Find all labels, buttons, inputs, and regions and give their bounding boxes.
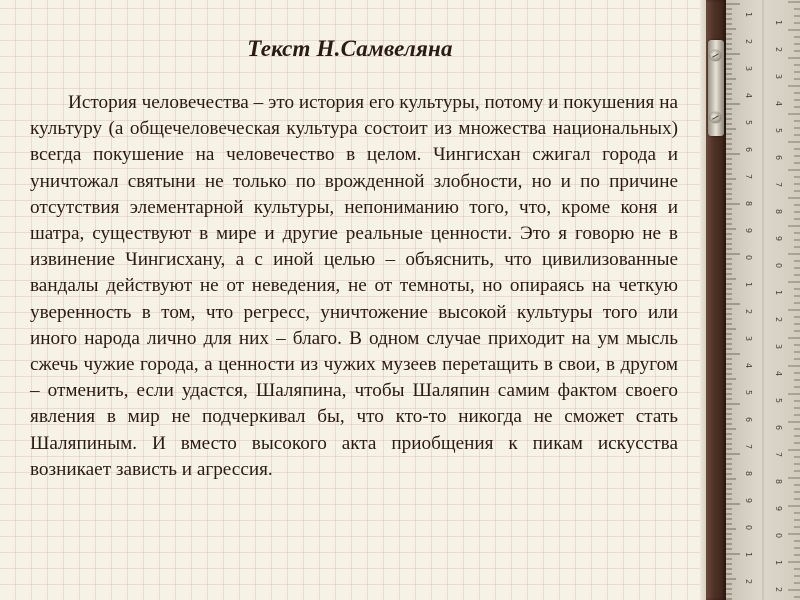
slide-title: Текст Н.Самвеляна [247, 36, 453, 61]
ruler-digit: 8 [774, 209, 783, 215]
ruler-digit: 4 [744, 93, 753, 99]
ruler-digit: 0 [774, 533, 783, 539]
ruler-digit: 9 [744, 498, 753, 504]
ruler-digit: 7 [744, 444, 753, 450]
ruler-digit: 9 [744, 228, 753, 234]
ruler-scale [726, 0, 800, 600]
screw-icon [710, 50, 721, 61]
ruler-digit: 2 [744, 579, 753, 585]
ruler-digit: 8 [744, 471, 753, 477]
ruler-digit: 1 [774, 20, 783, 26]
ruler-digit: 8 [744, 201, 753, 207]
ruler-digit: 6 [774, 155, 783, 161]
ruler-digit: 1 [744, 552, 753, 558]
ruler-digit: 0 [774, 263, 783, 269]
ruler-digit: 1 [774, 560, 783, 566]
ruler-digit: 0 [744, 525, 753, 531]
ruler-digit: 2 [774, 317, 783, 323]
ruler-digit: 5 [774, 398, 783, 404]
ruler-digit: 3 [744, 336, 753, 342]
ruler-digit: 8 [774, 479, 783, 485]
ruler-digit: 5 [774, 128, 783, 134]
ruler-digit: 6 [744, 417, 753, 423]
ruler-digit: 5 [744, 390, 753, 396]
ruler-digit: 1 [774, 290, 783, 296]
ruler-digit: 7 [774, 452, 783, 458]
ruler-digit: 6 [744, 147, 753, 153]
ruler-digit: 9 [774, 506, 783, 512]
ruler-digit: 2 [744, 309, 753, 315]
slide-body-text: История человечества – это история его культуры, потому и покушения на культуру (а общечеловеческая культура состоит из множества национальных) всегда покушение на человечество в целом. Чингисхан сжигал города и уничтожал святыни не только по врожденной злобности, но и по причине отсутствия элементарной культуры, непониманию того, что, кроме коня и шатра, существуют в мире и другие реальные ценности. Это я говорю не в извинение Чингисхану, а с иной целью – объяснить, что цивилизованные вандалы действуют не от неведения, не от темноты, но опираясь на четкую уверенность в том, что регресс, уничтожение высокой культуры того или иного народа лично для них – благо. В одном случае приходит на ум мысль сжечь чужие города, а ценности из чужих музеев перетащить в свои, в другом – отменить, если удастся, Шаляпина, чтобы Шаляпин самим фактом своего явления в мир не подчеркивал бы, что кто-то никогда не сможет стать Шаляпиным. И вместо высокого акта приобщения к пикам искусства возникает зависть и агрессия. [30, 92, 678, 480]
ruler-digit: 3 [744, 66, 753, 72]
ruler-digit: 1 [744, 282, 753, 288]
ruler-digit: 4 [774, 371, 783, 377]
ruler-digit: 4 [744, 363, 753, 369]
ruler-digit: 5 [744, 120, 753, 126]
ruler-digit: 6 [774, 425, 783, 431]
ruler-digit: 1 [744, 12, 753, 18]
ruler-digit: 2 [774, 587, 783, 593]
ruler-digit: 3 [774, 74, 783, 80]
ruler-digit: 7 [774, 182, 783, 188]
ruler-digit: 0 [744, 255, 753, 261]
screw-icon [710, 112, 721, 123]
ruler-digit: 9 [774, 236, 783, 242]
ruler-digit: 2 [774, 47, 783, 53]
ruler-digit: 3 [774, 344, 783, 350]
ruler-digit: 7 [744, 174, 753, 180]
ruler-digit: 4 [774, 101, 783, 107]
ruler-digit: 2 [744, 39, 753, 45]
